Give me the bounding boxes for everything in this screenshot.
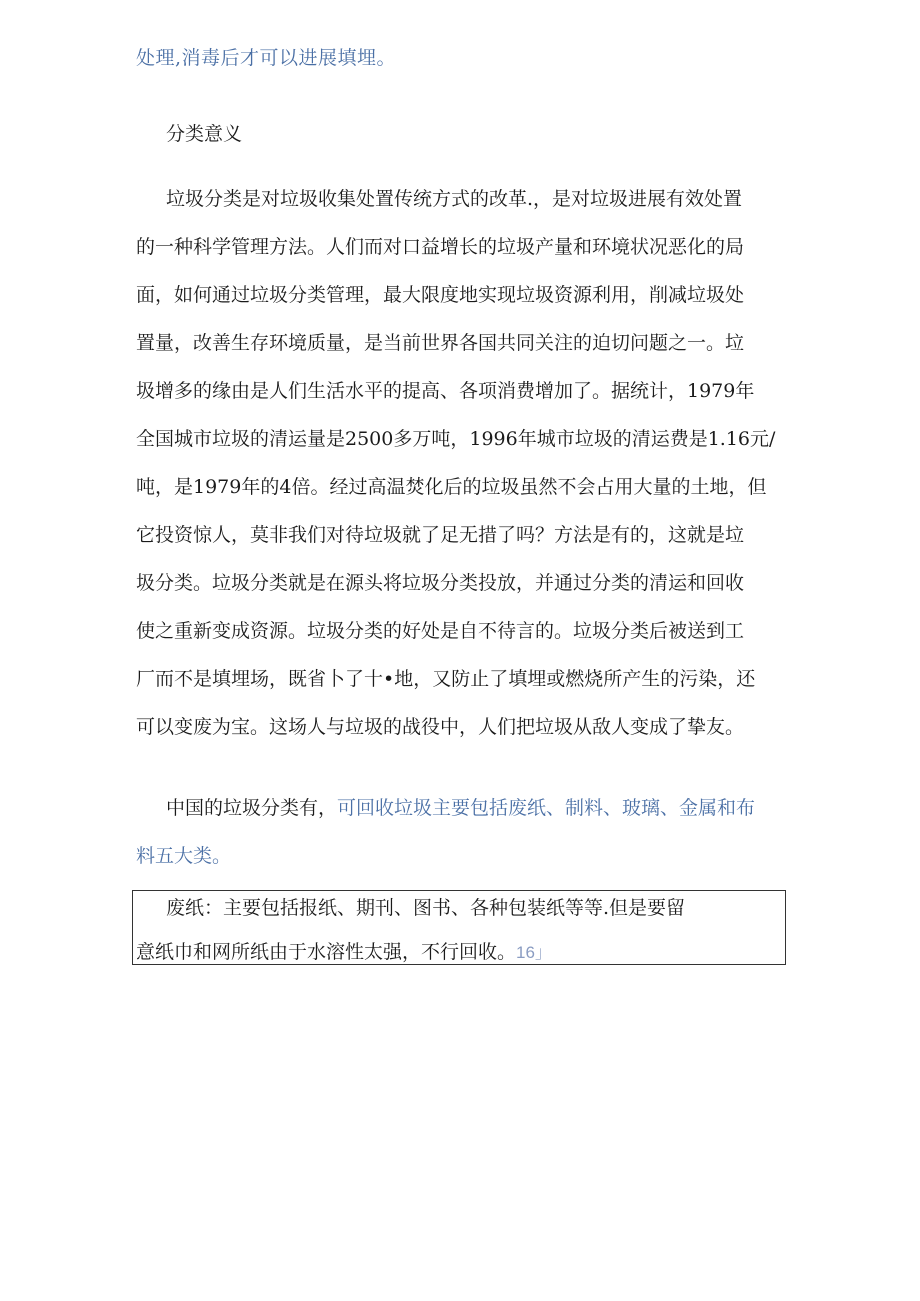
paragraph-line: 置量，改善生存环境质量，是当前世界各国共同关注的迫切问题之一。垃: [136, 332, 745, 354]
paragraph-line: 它投资惊人，莫非我们对待垃圾就了足无措了吗？方法是有的，这就是垃: [136, 524, 745, 546]
highlighted-text: 可回收垃圾主要包括废纸、制料、玻璃、金属和布: [337, 797, 756, 819]
paragraph-line: 全国城市垃圾的清运量是2500多万吨，1996年城市垃圾的清运费是1.16元/: [136, 428, 776, 450]
paragraph-classification-significance: [136, 175, 796, 751]
paragraph-line: 厂而不是填埋场，既省卜了十•地，又防止了填埋或燃烧所产生的污染，还: [136, 668, 756, 690]
paragraph-line: 圾增多的缘由是人们生活水平的提高、各项消费增加了。据统计，1979年: [136, 380, 755, 402]
paragraph-line: 的一种科学管理方法。人们而对口益增长的垃圾产量和环境状况恶化的局: [136, 236, 745, 258]
waste-paper-box: [132, 890, 786, 965]
paragraph-text: 中国的垃圾分类有，: [166, 797, 338, 819]
reference-note: 16」: [516, 943, 552, 962]
paragraph-line: 使之重新变成资源。垃圾分类的好处是自不待言的。垃圾分类后被送到工: [136, 620, 745, 642]
box-line: [136, 939, 552, 965]
paragraph-line: 圾分类。垃圾分类就是在源头将垃圾分类投放，并通过分类的清运和回收: [136, 572, 745, 594]
paragraph-line: [136, 784, 796, 832]
paragraph-china-classification: [136, 784, 796, 880]
paragraph-line: 吨，是1979年的4倍。经过高温焚化后的垃圾虽然不会占用大量的土地，但: [136, 476, 767, 498]
continued-text-line: 处理,消毒后才可以进展填埋。: [136, 47, 397, 69]
box-line: 废纸：主要包括报纸、期刊、图书、各种包装纸等等.但是要留: [166, 897, 686, 919]
highlighted-text-line: 料五大类。: [136, 845, 232, 867]
paragraph-line: 垃圾分类是对垃圾收集处置传统方式的改革.，是对垃圾进展有效处置: [166, 188, 743, 210]
paragraph-line: 可以变废为宝。这场人与垃圾的战役中，人们把垃圾从敌人变成了挚友。: [136, 716, 745, 738]
box-line-text: 意纸巾和网所纸由于水溶性太强，不行回收。: [136, 941, 517, 963]
paragraph-line: 面，如何通过垃圾分类管理，最大限度地实现垃圾资源利用，削减垃圾处: [136, 284, 745, 306]
section-heading: 分类意义: [166, 123, 243, 145]
